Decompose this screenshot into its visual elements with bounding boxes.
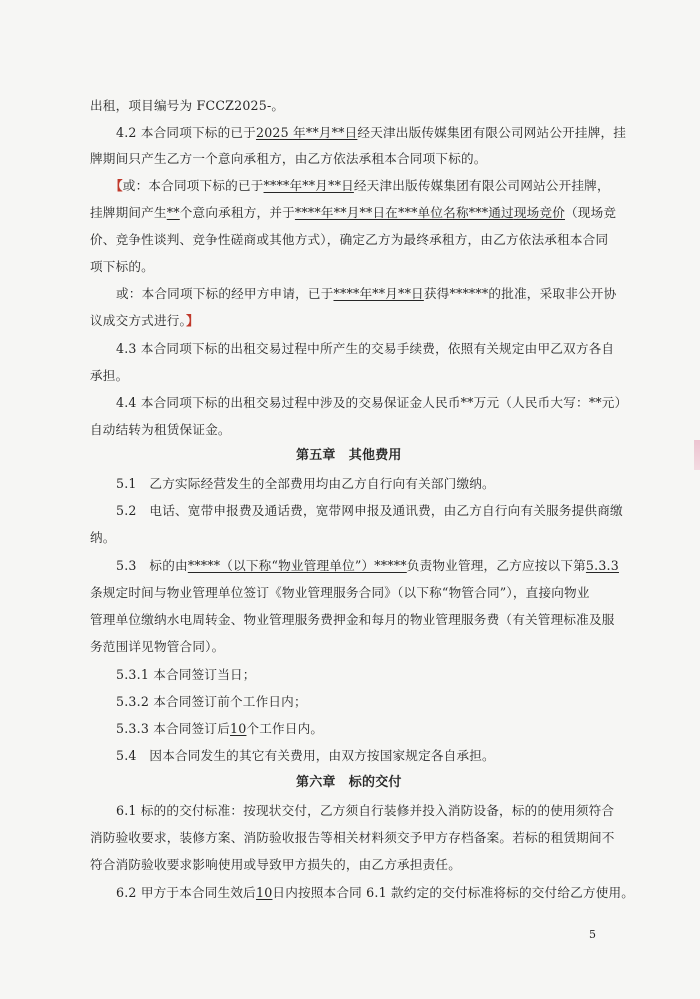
text-line: 6.1 标的的交付标准：按现状交付，乙方须自行装修并投入消防设备，标的的使用须符合 xyxy=(116,803,615,818)
text-line: 5.3.1 本合同签订当日； xyxy=(116,667,256,682)
text-line: 5.2 电话、宽带申报费及通话费，宽带网申报及通讯费，由乙方自行向有关服务提供商缴 xyxy=(116,503,623,518)
text-line: 承担。 xyxy=(90,368,129,383)
text-line: 消防验收要求，装修方案、消防验收报告等相关材料须交予甲方存档备案。若标的租赁期间不 xyxy=(90,830,615,845)
text-line: 自动结转为租赁保证金。 xyxy=(90,422,231,437)
text-line: 牌期间只产生乙方一个意向承租方，由乙方依法承租本合同项下标的。 xyxy=(90,151,487,166)
text-line: 4.2 本合同项下标的已于2025 年**月**日经天津出版传媒集团有限公司网站公开挂牌，挂 xyxy=(116,125,627,140)
text-line: 6.2 甲方于本合同生效后10日内按照本合同 6.1 款约定的交付标准将标的交付给乙方使用。 xyxy=(116,885,635,900)
text-line: 5.3.2 本合同签订前个工作日内； xyxy=(116,694,307,709)
text-line: 符合消防验收要求影响使用或导致甲方损失的，由乙方承担责任。 xyxy=(90,857,462,872)
text-line: 或：本合同项下标的经甲方申请，已于****年**月**日获得******的批准，采取非公开协 xyxy=(116,286,617,301)
seal-edge-mark xyxy=(694,440,700,470)
text-line: 务范围详见物管合同）。 xyxy=(90,639,225,654)
text-line: 5.3 标的由*****（以下称“物业管理单位”）*****负责物业管理，乙方应按以下第5.3.3 xyxy=(116,558,619,573)
text-line: 纳。 xyxy=(90,530,116,545)
text-line: 议成交方式进行。】 xyxy=(90,313,199,328)
text-line: 价、竞争性谈判、竞争性磋商或其他方式），确定乙方为最终承租方，由乙方依法承租本合同 xyxy=(90,232,609,247)
text-line: 出租，项目编号为 FCCZ2025-。 xyxy=(90,98,285,113)
text-line: 4.4 本合同项下标的出租交易过程中涉及的交易保证金人民币**万元（人民币大写：**元） xyxy=(116,395,628,410)
text-line: 5.3.3 本合同签订后10个工作日内。 xyxy=(116,721,324,736)
page-number: 5 xyxy=(589,928,596,941)
text-line: 条规定时间与物业管理单位签订《物业管理服务合同》（以下称“物管合同”），直接向物业 xyxy=(90,585,590,600)
chapter-heading: 第六章 标的交付 xyxy=(296,775,402,790)
text-line: 5.1 乙方实际经营发生的全部费用均由乙方自行向有关部门缴纳。 xyxy=(116,476,495,491)
text-line: 管理单位缴纳水电周转金、物业管理服务费押金和每月的物业管理服务费（有关管理标准及服 xyxy=(90,612,615,627)
text-line: 5.4 因本合同发生的其它有关费用，由双方按国家规定各自承担。 xyxy=(116,748,495,763)
text-line: 4.3 本合同项下标的出租交易过程中所产生的交易手续费，依照有关规定由甲乙双方各自 xyxy=(116,341,615,356)
text-line: 【或：本合同项下标的已于****年**月**日经天津出版传媒集团有限公司网站公开挂牌， xyxy=(110,178,610,193)
text-line: 挂牌期间产生**个意向承租方，并于****年**月**日在***单位名称***通过现场竞价（现场竞 xyxy=(90,205,617,220)
chapter-heading: 第五章 其他费用 xyxy=(296,448,402,463)
text-line: 项下标的。 xyxy=(90,259,154,274)
